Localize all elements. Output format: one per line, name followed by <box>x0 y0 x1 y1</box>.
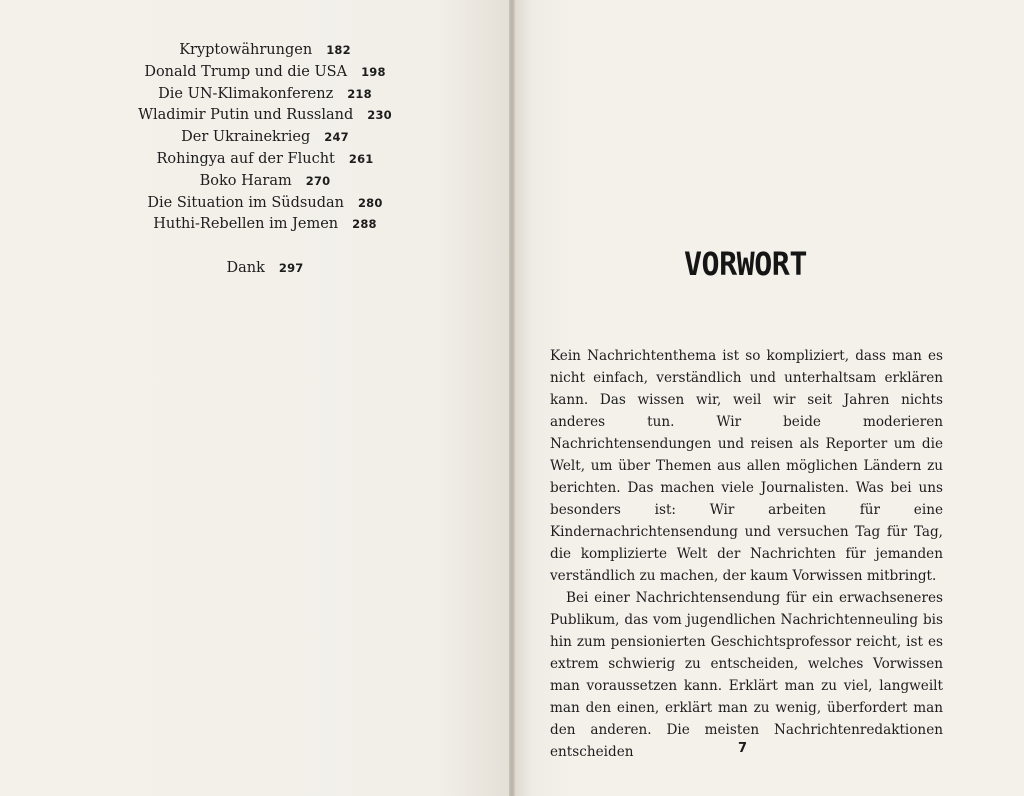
toc-entry-title: Donald Trump und die USA <box>144 63 348 80</box>
table-of-contents <box>0 40 530 280</box>
paragraph: Kein Nachrichtenthema ist so kompliziert, dass man es nicht einfach, verständlich und unterhaltsam erklären kann. Das wissen wir, weil wir seit Jahren nichts anderes tun. Wir beide moderieren Nachrichtensendungen und reisen als Reporter um die Welt, um über Themen aus allen möglichen Ländern zu berichten. Das machen viele Journalisten. Was bei uns besonders ist: Wir arbeiten für eine Kindernachrichtensendung und versuchen Tag für Tag, die komplizierte Welt der Nachrichten für jemanden verständlich zu machen, der kaum Vorwissen mitbringt. <box>550 348 943 584</box>
toc-entry <box>0 105 530 127</box>
body-text <box>550 345 943 763</box>
toc-entry <box>0 214 530 236</box>
toc-entry-title: Kryptowährungen <box>179 42 313 58</box>
toc-entry-title: Der Ukrainekrieg <box>181 129 311 146</box>
toc-entry-dank <box>0 258 530 280</box>
book-gutter <box>509 0 515 796</box>
toc-entry-page: 270 <box>305 173 331 188</box>
toc-entry-page: 297 <box>278 261 304 276</box>
paragraph: Bei einer Nachrichtensendung für ein erwachseneres Publikum, das vom jugendlichen Nachrichtenneuling bis hin zum pensionierten Geschichtsprofessor reicht, ist es extrem schwierig zu entscheiden, welches Vorwissen man voraussetzen kann. Erklärt man zu viel, langweilt man den einen, erklärt man zu wenig, überfordert man den anderen. Die meisten Nachrichtenredaktionen entscheiden <box>550 590 943 760</box>
toc-entry-page: 280 <box>357 195 383 210</box>
toc-entry-title: Wladimir Putin und Russland <box>138 107 354 124</box>
toc-entry-page: 218 <box>347 86 372 101</box>
toc-entry-page: 198 <box>361 64 386 79</box>
toc-entry-page: 261 <box>348 151 374 166</box>
toc-entry <box>0 84 530 106</box>
toc-entry <box>0 171 530 193</box>
toc-spacer <box>0 236 530 258</box>
toc-entry-page: 247 <box>324 130 349 145</box>
toc-entry <box>0 40 530 62</box>
toc-entry-title: Dank <box>226 260 265 277</box>
toc-entry <box>0 127 530 149</box>
toc-entry-title: Rohingya auf der Flucht <box>156 150 335 167</box>
toc-entry-title: Boko Haram <box>199 172 292 189</box>
chapter-heading: VORWORT <box>684 245 807 284</box>
toc-entry <box>0 193 530 215</box>
toc-entry-title: Die Situation im Südsudan <box>147 194 344 211</box>
toc-entry-page: 288 <box>352 217 377 232</box>
toc-entry <box>0 149 530 171</box>
page-number: 7 <box>738 741 748 756</box>
toc-entry-page: 182 <box>326 43 351 57</box>
toc-entry-page: 230 <box>367 108 392 123</box>
toc-entry <box>0 62 530 84</box>
toc-entry-title: Die UN-Klimakonferenz <box>158 85 334 102</box>
toc-entry-title: Huthi-Rebellen im Jemen <box>153 216 339 233</box>
